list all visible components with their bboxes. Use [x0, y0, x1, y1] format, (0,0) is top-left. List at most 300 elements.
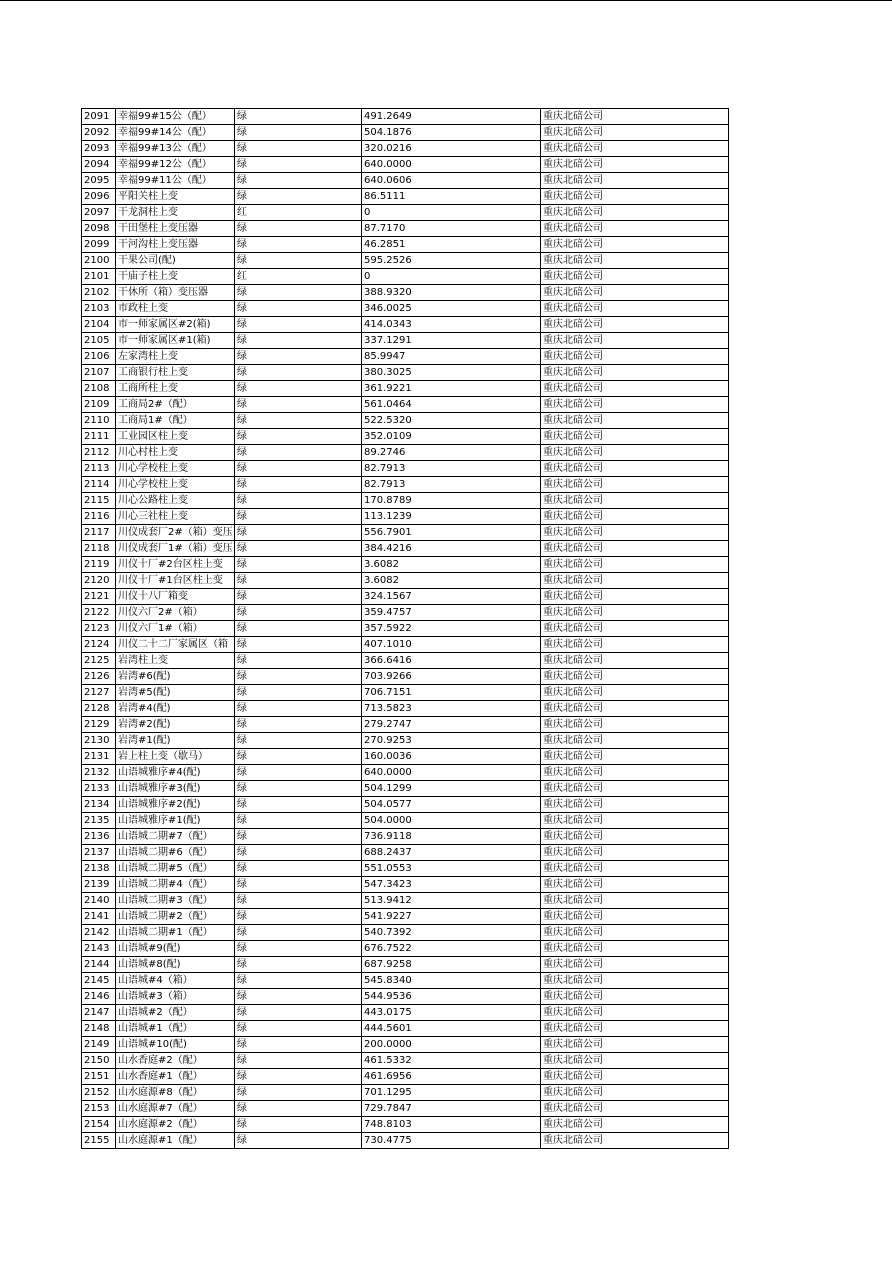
- cell-value: 541.9227: [362, 909, 541, 925]
- cell-id: 2147: [82, 1005, 116, 1021]
- cell-value: 85.9947: [362, 349, 541, 365]
- cell-value: 688.2437: [362, 845, 541, 861]
- cell-company: 重庆北碚公司: [541, 205, 729, 221]
- table-row: [82, 237, 729, 253]
- cell-value: 86.5111: [362, 189, 541, 205]
- cell-id: 2119: [82, 557, 116, 573]
- cell-name: 工业园区柱上变: [116, 429, 235, 445]
- cell-company: 重庆北碚公司: [541, 813, 729, 829]
- cell-value: 491.2649: [362, 109, 541, 125]
- table-row: [82, 893, 729, 909]
- cell-company: 重庆北碚公司: [541, 1037, 729, 1053]
- cell-value: 547.3423: [362, 877, 541, 893]
- cell-id: 2148: [82, 1021, 116, 1037]
- cell-name: 干庙子柱上变: [116, 269, 235, 285]
- cell-company: 重庆北碚公司: [541, 717, 729, 733]
- cell-id: 2108: [82, 381, 116, 397]
- cell-name: 干龙洞柱上变: [116, 205, 235, 221]
- cell-name: 岩湾#1(配): [116, 733, 235, 749]
- cell-company: 重庆北碚公司: [541, 477, 729, 493]
- table-row: [82, 765, 729, 781]
- cell-name: 山语城二期#3（配）: [116, 893, 235, 909]
- table-row: [82, 349, 729, 365]
- table-row: [82, 877, 729, 893]
- cell-value: 82.7913: [362, 477, 541, 493]
- cell-value: 357.5922: [362, 621, 541, 637]
- cell-status: 绿: [235, 925, 362, 941]
- cell-id: 2111: [82, 429, 116, 445]
- cell-name: 山水庭源#8（配）: [116, 1085, 235, 1101]
- table-row: [82, 1005, 729, 1021]
- cell-company: 重庆北碚公司: [541, 1117, 729, 1133]
- cell-value: 640.0000: [362, 157, 541, 173]
- table-row: [82, 205, 729, 221]
- cell-status: 绿: [235, 797, 362, 813]
- cell-status: 绿: [235, 253, 362, 269]
- cell-status: 绿: [235, 381, 362, 397]
- cell-company: 重庆北碚公司: [541, 685, 729, 701]
- cell-id: 2099: [82, 237, 116, 253]
- cell-id: 2118: [82, 541, 116, 557]
- cell-id: 2097: [82, 205, 116, 221]
- cell-id: 2102: [82, 285, 116, 301]
- cell-status: 绿: [235, 685, 362, 701]
- cell-id: 2116: [82, 509, 116, 525]
- cell-status: 绿: [235, 1005, 362, 1021]
- table-row: [82, 957, 729, 973]
- cell-status: 绿: [235, 157, 362, 173]
- cell-value: 513.9412: [362, 893, 541, 909]
- cell-company: 重庆北碚公司: [541, 365, 729, 381]
- cell-name: 岩湾#5(配): [116, 685, 235, 701]
- cell-value: 544.9536: [362, 989, 541, 1005]
- cell-company: 重庆北碚公司: [541, 765, 729, 781]
- cell-id: 2117: [82, 525, 116, 541]
- cell-name: 川心学校柱上变: [116, 477, 235, 493]
- table-row: [82, 157, 729, 173]
- cell-status: 绿: [235, 173, 362, 189]
- cell-value: 87.7170: [362, 221, 541, 237]
- cell-name: 岩上柱上变（歇马）: [116, 749, 235, 765]
- cell-value: 359.4757: [362, 605, 541, 621]
- cell-status: 绿: [235, 877, 362, 893]
- cell-value: 595.2526: [362, 253, 541, 269]
- cell-name: 岩湾#4(配): [116, 701, 235, 717]
- cell-company: 重庆北碚公司: [541, 989, 729, 1005]
- cell-name: 川仪十八厂箱变: [116, 589, 235, 605]
- table-row: [82, 413, 729, 429]
- cell-id: 2122: [82, 605, 116, 621]
- cell-status: 绿: [235, 1133, 362, 1149]
- cell-id: 2151: [82, 1069, 116, 1085]
- cell-status: 绿: [235, 1085, 362, 1101]
- table-row: [82, 541, 729, 557]
- cell-id: 2129: [82, 717, 116, 733]
- cell-id: 2155: [82, 1133, 116, 1149]
- cell-value: 361.9221: [362, 381, 541, 397]
- table-row: [82, 269, 729, 285]
- cell-name: 山语城雅序#3(配): [116, 781, 235, 797]
- cell-status: 绿: [235, 749, 362, 765]
- cell-id: 2141: [82, 909, 116, 925]
- cell-id: 2104: [82, 317, 116, 333]
- table-row: [82, 317, 729, 333]
- cell-value: 352.0109: [362, 429, 541, 445]
- table-row: [82, 525, 729, 541]
- cell-name: 幸福99#11公（配）: [116, 173, 235, 189]
- cell-name: 山语城二期#7（配）: [116, 829, 235, 845]
- cell-status: 绿: [235, 509, 362, 525]
- cell-id: 2127: [82, 685, 116, 701]
- table-row: [82, 845, 729, 861]
- cell-id: 2121: [82, 589, 116, 605]
- cell-value: 713.5823: [362, 701, 541, 717]
- cell-value: 729.7847: [362, 1101, 541, 1117]
- cell-status: 绿: [235, 973, 362, 989]
- cell-value: 160.0036: [362, 749, 541, 765]
- table-row: [82, 749, 729, 765]
- cell-company: 重庆北碚公司: [541, 877, 729, 893]
- cell-value: 540.7392: [362, 925, 541, 941]
- cell-id: 2134: [82, 797, 116, 813]
- cell-id: 2149: [82, 1037, 116, 1053]
- table-body: [82, 109, 729, 1149]
- cell-name: 岩湾#6(配): [116, 669, 235, 685]
- table-row: [82, 301, 729, 317]
- table-row: [82, 685, 729, 701]
- cell-value: 366.6416: [362, 653, 541, 669]
- cell-status: 绿: [235, 429, 362, 445]
- cell-status: 绿: [235, 909, 362, 925]
- cell-value: 82.7913: [362, 461, 541, 477]
- cell-company: 重庆北碚公司: [541, 1085, 729, 1101]
- table-row: [82, 1117, 729, 1133]
- cell-value: 703.9266: [362, 669, 541, 685]
- cell-company: 重庆北碚公司: [541, 557, 729, 573]
- cell-value: 444.5601: [362, 1021, 541, 1037]
- table-row: [82, 493, 729, 509]
- cell-id: 2125: [82, 653, 116, 669]
- cell-id: 2133: [82, 781, 116, 797]
- cell-id: 2128: [82, 701, 116, 717]
- cell-id: 2094: [82, 157, 116, 173]
- cell-name: 川心学校柱上变: [116, 461, 235, 477]
- cell-value: 270.9253: [362, 733, 541, 749]
- cell-id: 2100: [82, 253, 116, 269]
- cell-value: 388.9320: [362, 285, 541, 301]
- table-row: [82, 733, 729, 749]
- cell-value: 504.1876: [362, 125, 541, 141]
- cell-company: 重庆北碚公司: [541, 669, 729, 685]
- cell-id: 2126: [82, 669, 116, 685]
- table-row: [82, 669, 729, 685]
- cell-company: 重庆北碚公司: [541, 701, 729, 717]
- cell-id: 2120: [82, 573, 116, 589]
- cell-value: 687.9258: [362, 957, 541, 973]
- table-row: [82, 701, 729, 717]
- cell-status: 红: [235, 205, 362, 221]
- cell-status: 绿: [235, 333, 362, 349]
- cell-company: 重庆北碚公司: [541, 381, 729, 397]
- cell-company: 重庆北碚公司: [541, 1101, 729, 1117]
- cell-value: 443.0175: [362, 1005, 541, 1021]
- cell-status: 绿: [235, 621, 362, 637]
- cell-id: 2124: [82, 637, 116, 653]
- cell-name: 左家湾柱上变: [116, 349, 235, 365]
- cell-status: 绿: [235, 653, 362, 669]
- table-row: [82, 445, 729, 461]
- cell-status: 绿: [235, 221, 362, 237]
- cell-name: 岩湾柱上变: [116, 653, 235, 669]
- cell-name: 川仪成套厂1#（箱）变压: [116, 541, 235, 557]
- cell-company: 重庆北碚公司: [541, 573, 729, 589]
- cell-status: 绿: [235, 733, 362, 749]
- cell-id: 2153: [82, 1101, 116, 1117]
- cell-company: 重庆北碚公司: [541, 141, 729, 157]
- cell-name: 山语城雅序#4(配): [116, 765, 235, 781]
- cell-name: 市一师家属区#1(箱): [116, 333, 235, 349]
- cell-value: 200.0000: [362, 1037, 541, 1053]
- cell-value: 561.0464: [362, 397, 541, 413]
- cell-company: 重庆北碚公司: [541, 429, 729, 445]
- table-row: [82, 909, 729, 925]
- cell-value: 170.8789: [362, 493, 541, 509]
- cell-id: 2110: [82, 413, 116, 429]
- table-row: [82, 509, 729, 525]
- cell-id: 2113: [82, 461, 116, 477]
- cell-status: 绿: [235, 989, 362, 1005]
- cell-company: 重庆北碚公司: [541, 733, 729, 749]
- cell-company: 重庆北碚公司: [541, 957, 729, 973]
- cell-name: 幸福99#14公（配）: [116, 125, 235, 141]
- cell-company: 重庆北碚公司: [541, 397, 729, 413]
- cell-name: 山语城#10(配): [116, 1037, 235, 1053]
- cell-name: 山水香庭#1（配）: [116, 1069, 235, 1085]
- cell-status: 绿: [235, 189, 362, 205]
- cell-status: 绿: [235, 765, 362, 781]
- table-row: [82, 253, 729, 269]
- cell-value: 736.9118: [362, 829, 541, 845]
- cell-name: 山语城雅序#2(配): [116, 797, 235, 813]
- cell-name: 干休所（箱）变压器: [116, 285, 235, 301]
- cell-name: 平阳关柱上变: [116, 189, 235, 205]
- table-row: [82, 1085, 729, 1101]
- cell-company: 重庆北碚公司: [541, 941, 729, 957]
- cell-id: 2098: [82, 221, 116, 237]
- cell-name: 山语城二期#6（配）: [116, 845, 235, 861]
- table-row: [82, 781, 729, 797]
- cell-id: 2142: [82, 925, 116, 941]
- cell-name: 川仪六厂2#（箱）: [116, 605, 235, 621]
- cell-value: 545.8340: [362, 973, 541, 989]
- cell-status: 绿: [235, 285, 362, 301]
- cell-id: 2096: [82, 189, 116, 205]
- cell-id: 2092: [82, 125, 116, 141]
- table-row: [82, 861, 729, 877]
- table-row: [82, 429, 729, 445]
- cell-id: 2152: [82, 1085, 116, 1101]
- cell-status: 绿: [235, 1053, 362, 1069]
- cell-status: 绿: [235, 493, 362, 509]
- cell-name: 干河沟柱上变压器: [116, 237, 235, 253]
- cell-value: 748.8103: [362, 1117, 541, 1133]
- cell-value: 46.2851: [362, 237, 541, 253]
- cell-value: 380.3025: [362, 365, 541, 381]
- cell-id: 2137: [82, 845, 116, 861]
- cell-value: 384.4216: [362, 541, 541, 557]
- table-row: [82, 333, 729, 349]
- cell-company: 重庆北碚公司: [541, 637, 729, 653]
- page-top-rule: [0, 0, 892, 1]
- cell-company: 重庆北碚公司: [541, 189, 729, 205]
- cell-status: 绿: [235, 1069, 362, 1085]
- cell-name: 川心公路柱上变: [116, 493, 235, 509]
- cell-status: 绿: [235, 1021, 362, 1037]
- cell-status: 绿: [235, 317, 362, 333]
- cell-value: 3.6082: [362, 573, 541, 589]
- cell-value: 324.1567: [362, 589, 541, 605]
- cell-name: 工商局1#（配）: [116, 413, 235, 429]
- table-row: [82, 1037, 729, 1053]
- cell-name: 山语城#8(配): [116, 957, 235, 973]
- cell-status: 绿: [235, 1101, 362, 1117]
- cell-id: 2103: [82, 301, 116, 317]
- cell-status: 绿: [235, 413, 362, 429]
- cell-company: 重庆北碚公司: [541, 1069, 729, 1085]
- cell-name: 川仪二十二厂家属区（箱: [116, 637, 235, 653]
- table-row: [82, 797, 729, 813]
- cell-value: 504.1299: [362, 781, 541, 797]
- table-row: [82, 653, 729, 669]
- cell-id: 2145: [82, 973, 116, 989]
- cell-name: 川仪十厂#1台区柱上变: [116, 573, 235, 589]
- cell-status: 绿: [235, 109, 362, 125]
- cell-status: 绿: [235, 365, 362, 381]
- cell-status: 绿: [235, 461, 362, 477]
- cell-company: 重庆北碚公司: [541, 317, 729, 333]
- cell-id: 2146: [82, 989, 116, 1005]
- table-row: [82, 1069, 729, 1085]
- table-row: [82, 461, 729, 477]
- table-row: [82, 717, 729, 733]
- cell-value: 113.1239: [362, 509, 541, 525]
- cell-status: 绿: [235, 477, 362, 493]
- cell-company: 重庆北碚公司: [541, 973, 729, 989]
- cell-id: 2112: [82, 445, 116, 461]
- cell-company: 重庆北碚公司: [541, 445, 729, 461]
- cell-name: 川仪成套厂2#（箱）变压: [116, 525, 235, 541]
- cell-id: 2150: [82, 1053, 116, 1069]
- cell-id: 2144: [82, 957, 116, 973]
- cell-company: 重庆北碚公司: [541, 301, 729, 317]
- cell-company: 重庆北碚公司: [541, 125, 729, 141]
- table-row: [82, 973, 729, 989]
- cell-id: 2115: [82, 493, 116, 509]
- table-row: [82, 829, 729, 845]
- cell-value: 346.0025: [362, 301, 541, 317]
- cell-id: 2114: [82, 477, 116, 493]
- cell-status: 绿: [235, 541, 362, 557]
- cell-company: 重庆北碚公司: [541, 893, 729, 909]
- cell-status: 绿: [235, 301, 362, 317]
- table-row: [82, 365, 729, 381]
- cell-name: 山语城二期#2（配）: [116, 909, 235, 925]
- cell-id: 2132: [82, 765, 116, 781]
- cell-company: 重庆北碚公司: [541, 861, 729, 877]
- cell-name: 山水香庭#2（配）: [116, 1053, 235, 1069]
- cell-value: 706.7151: [362, 685, 541, 701]
- cell-id: 2131: [82, 749, 116, 765]
- cell-company: 重庆北碚公司: [541, 349, 729, 365]
- cell-name: 川心村柱上变: [116, 445, 235, 461]
- cell-status: 绿: [235, 589, 362, 605]
- cell-value: 461.6956: [362, 1069, 541, 1085]
- cell-company: 重庆北碚公司: [541, 1005, 729, 1021]
- cell-company: 重庆北碚公司: [541, 285, 729, 301]
- cell-status: 绿: [235, 557, 362, 573]
- cell-id: 2135: [82, 813, 116, 829]
- cell-value: 407.1010: [362, 637, 541, 653]
- table-row: [82, 813, 729, 829]
- table-row: [82, 925, 729, 941]
- cell-name: 山语城#4（箱）: [116, 973, 235, 989]
- cell-name: 市一师家属区#2(箱): [116, 317, 235, 333]
- cell-name: 川心三社柱上变: [116, 509, 235, 525]
- cell-company: 重庆北碚公司: [541, 221, 729, 237]
- cell-company: 重庆北碚公司: [541, 333, 729, 349]
- table-row: [82, 637, 729, 653]
- cell-company: 重庆北碚公司: [541, 173, 729, 189]
- cell-value: 701.1295: [362, 1085, 541, 1101]
- cell-id: 2130: [82, 733, 116, 749]
- cell-value: 0: [362, 205, 541, 221]
- cell-status: 绿: [235, 893, 362, 909]
- cell-value: 676.7522: [362, 941, 541, 957]
- cell-company: 重庆北碚公司: [541, 909, 729, 925]
- table-row: [82, 285, 729, 301]
- cell-status: 绿: [235, 349, 362, 365]
- cell-company: 重庆北碚公司: [541, 461, 729, 477]
- cell-name: 岩湾#2(配): [116, 717, 235, 733]
- cell-value: 3.6082: [362, 557, 541, 573]
- table-row: [82, 141, 729, 157]
- table-row: [82, 1021, 729, 1037]
- cell-name: 山语城#9(配): [116, 941, 235, 957]
- cell-status: 绿: [235, 1037, 362, 1053]
- cell-id: 2139: [82, 877, 116, 893]
- cell-id: 2109: [82, 397, 116, 413]
- cell-name: 山语城#2（配）: [116, 1005, 235, 1021]
- cell-value: 556.7901: [362, 525, 541, 541]
- cell-value: 337.1291: [362, 333, 541, 349]
- table-row: [82, 989, 729, 1005]
- cell-value: 89.2746: [362, 445, 541, 461]
- cell-id: 2154: [82, 1117, 116, 1133]
- cell-company: 重庆北碚公司: [541, 541, 729, 557]
- cell-name: 山语城雅序#1(配): [116, 813, 235, 829]
- cell-status: 绿: [235, 861, 362, 877]
- cell-company: 重庆北碚公司: [541, 605, 729, 621]
- cell-status: 红: [235, 269, 362, 285]
- cell-id: 2140: [82, 893, 116, 909]
- cell-id: 2123: [82, 621, 116, 637]
- cell-company: 重庆北碚公司: [541, 269, 729, 285]
- table-row: [82, 1053, 729, 1069]
- cell-name: 山水庭源#7（配）: [116, 1101, 235, 1117]
- cell-status: 绿: [235, 829, 362, 845]
- cell-name: 山语城二期#1（配）: [116, 925, 235, 941]
- cell-name: 山水庭源#2（配）: [116, 1117, 235, 1133]
